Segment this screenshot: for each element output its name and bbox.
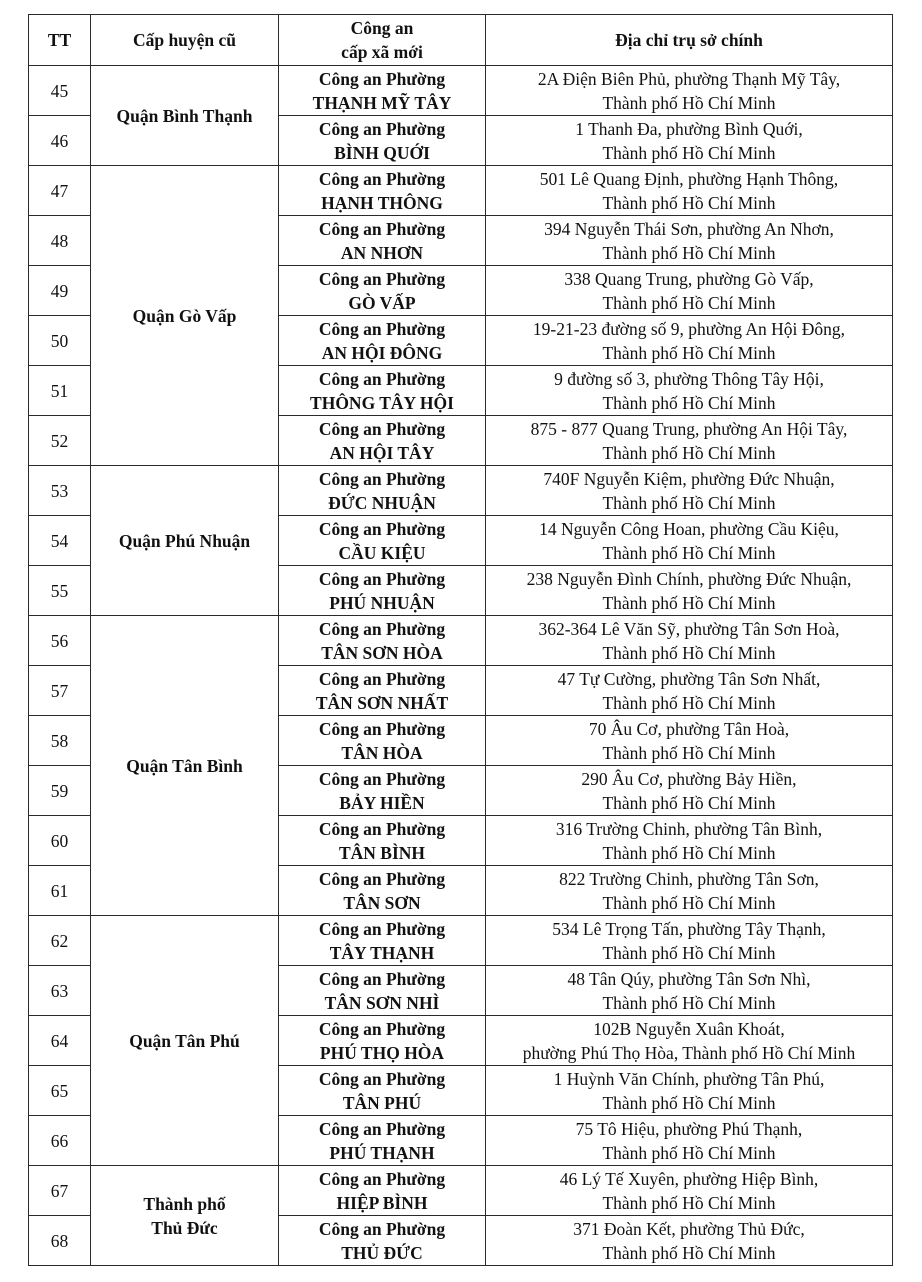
address-cell	[486, 216, 893, 266]
ward-name: CẦU KIỆU	[338, 542, 426, 563]
address-cell	[486, 466, 893, 516]
police-unit-prefix: Công an Phường	[318, 718, 446, 739]
police-unit-cell	[279, 1016, 486, 1066]
ward-name: PHÚ THẠNH	[329, 1142, 435, 1163]
address-line1: 2A Điện Biên Phủ, phường Thạnh Mỹ Tây,	[537, 68, 841, 89]
address-line2: Thành phố Hồ Chí Minh	[602, 792, 776, 813]
police-unit-cell	[279, 766, 486, 816]
district-name: Thành phố	[143, 1193, 226, 1214]
police-unit-cell	[279, 166, 486, 216]
police-unit-prefix: Công an Phường	[318, 418, 446, 439]
address-line1: 1 Huỳnh Văn Chính, phường Tân Phú,	[553, 1068, 825, 1089]
address-line1: 371 Đoàn Kết, phường Thủ Đức,	[573, 1218, 805, 1239]
ward-name: TÂN PHÚ	[342, 1092, 422, 1113]
ward-name: AN HỘI ĐÔNG	[321, 342, 443, 363]
district-cell	[91, 616, 279, 916]
address-line2: Thành phố Hồ Chí Minh	[602, 1242, 776, 1263]
police-unit-prefix: Công an Phường	[318, 368, 446, 389]
address-cell	[486, 766, 893, 816]
address-cell	[486, 116, 893, 166]
address-line1: 48 Tân Qúy, phường Tân Sơn Nhì,	[567, 968, 811, 989]
police-unit-cell	[279, 366, 486, 416]
address-line2: Thành phố Hồ Chí Minh	[602, 842, 776, 863]
row-number: 52	[29, 416, 91, 466]
district-name: Quận Phú Nhuận	[118, 530, 251, 551]
police-address-table	[28, 14, 893, 1266]
address-line1: 362-364 Lê Văn Sỹ, phường Tân Sơn Hoà,	[538, 618, 840, 639]
address-line2: Thành phố Hồ Chí Minh	[602, 742, 776, 763]
ward-name: PHÚ THỌ HÒA	[319, 1042, 445, 1063]
police-unit-cell	[279, 1116, 486, 1166]
address-line1: 47 Tự Cường, phường Tân Sơn Nhất,	[557, 668, 821, 689]
police-unit-prefix: Công an Phường	[318, 1168, 446, 1189]
address-cell	[486, 866, 893, 916]
header-address: Địa chỉ trụ sở chính	[486, 15, 893, 66]
ward-name: AN NHƠN	[340, 242, 424, 263]
row-number: 49	[29, 266, 91, 316]
address-line2: Thành phố Hồ Chí Minh	[602, 642, 776, 663]
row-number: 66	[29, 1116, 91, 1166]
police-unit-cell	[279, 866, 486, 916]
police-unit-prefix: Công an Phường	[318, 618, 446, 639]
header-unit-line1: Công an	[350, 18, 414, 38]
table-row	[29, 1166, 893, 1216]
address-cell	[486, 616, 893, 666]
ward-name: THÔNG TÂY HỘI	[310, 392, 454, 413]
address-line2: Thành phố Hồ Chí Minh	[602, 92, 776, 113]
ward-name: TÂN SƠN HÒA	[321, 642, 443, 663]
police-unit-cell	[279, 816, 486, 866]
police-unit-prefix: Công an Phường	[318, 118, 446, 139]
row-number: 45	[29, 66, 91, 116]
address-line2: Thành phố Hồ Chí Minh	[602, 942, 776, 963]
police-unit-cell	[279, 566, 486, 616]
police-unit-cell	[279, 1066, 486, 1116]
header-district: Cấp huyện cũ	[91, 15, 279, 66]
address-line1: 534 Lê Trọng Tấn, phường Tây Thạnh,	[552, 918, 826, 939]
police-unit-cell	[279, 266, 486, 316]
row-number: 50	[29, 316, 91, 366]
ward-name: BÌNH QUỚI	[334, 142, 430, 163]
address-line1: 290 Âu Cơ, phường Bảy Hiền,	[581, 768, 797, 789]
ward-name: HIỆP BÌNH	[336, 1192, 428, 1213]
address-line1: 822 Trường Chinh, phường Tân Sơn,	[559, 868, 819, 889]
table-body	[29, 66, 893, 1266]
row-number: 62	[29, 916, 91, 966]
address-line1: 46 Lý Tế Xuyên, phường Hiệp Bình,	[559, 1168, 819, 1189]
address-cell	[486, 1066, 893, 1116]
ward-name: TÂN HÒA	[341, 742, 423, 763]
address-line2: Thành phố Hồ Chí Minh	[602, 392, 776, 413]
police-unit-cell	[279, 616, 486, 666]
police-unit-cell	[279, 916, 486, 966]
address-line1: 501 Lê Quang Định, phường Hạnh Thông,	[539, 168, 839, 189]
address-cell	[486, 1116, 893, 1166]
ward-name: HẠNH THÔNG	[321, 192, 443, 213]
address-cell	[486, 966, 893, 1016]
ward-name: ĐỨC NHUẬN	[328, 492, 436, 513]
police-unit-prefix: Công an Phường	[318, 218, 446, 239]
row-number: 60	[29, 816, 91, 866]
header-row	[29, 15, 893, 66]
address-line2: Thành phố Hồ Chí Minh	[602, 492, 776, 513]
police-unit-prefix: Công an Phường	[318, 1018, 446, 1039]
ward-name: BẢY HIỀN	[339, 792, 425, 813]
row-number: 67	[29, 1166, 91, 1216]
address-cell	[486, 1166, 893, 1216]
address-line1: 14 Nguyễn Công Hoan, phường Cầu Kiệu,	[539, 518, 839, 539]
address-line2: Thành phố Hồ Chí Minh	[602, 542, 776, 563]
ward-name: TÂY THẠNH	[329, 942, 435, 963]
police-unit-cell	[279, 716, 486, 766]
address-line1: 238 Nguyễn Đình Chính, phường Đức Nhuận,	[526, 568, 852, 589]
district-name-line2: Thủ Đức	[151, 1217, 218, 1238]
address-cell	[486, 1216, 893, 1266]
address-cell	[486, 366, 893, 416]
address-line1: 740F Nguyễn Kiệm, phường Đức Nhuận,	[543, 468, 835, 489]
police-unit-cell	[279, 416, 486, 466]
police-unit-prefix: Công an Phường	[318, 768, 446, 789]
table-header	[29, 15, 893, 66]
ward-name: TÂN SƠN NHẤT	[315, 692, 449, 713]
table-row	[29, 466, 893, 516]
district-name: Quận Bình Thạnh	[116, 105, 253, 126]
row-number: 53	[29, 466, 91, 516]
address-cell	[486, 166, 893, 216]
row-number: 57	[29, 666, 91, 716]
police-unit-prefix: Công an Phường	[318, 668, 446, 689]
row-number: 48	[29, 216, 91, 266]
address-line1: 1 Thanh Đa, phường Bình Quới,	[575, 118, 803, 139]
header-unit-line2: cấp xã mới	[341, 42, 423, 62]
ward-name: GÒ VẤP	[348, 292, 416, 313]
address-cell	[486, 916, 893, 966]
ward-name: THẠNH MỸ TÂY	[312, 92, 452, 113]
address-cell	[486, 666, 893, 716]
address-line1: 102B Nguyễn Xuân Khoát,	[593, 1018, 785, 1039]
police-unit-prefix: Công an Phường	[318, 318, 446, 339]
police-unit-prefix: Công an Phường	[318, 1118, 446, 1139]
police-unit-prefix: Công an Phường	[318, 268, 446, 289]
district-cell	[91, 66, 279, 166]
police-unit-cell	[279, 966, 486, 1016]
ward-name: TÂN SƠN NHÌ	[324, 992, 440, 1013]
table-row	[29, 166, 893, 216]
address-cell	[486, 566, 893, 616]
police-unit-cell	[279, 516, 486, 566]
ward-name: PHÚ NHUẬN	[329, 592, 435, 613]
address-line1: 394 Nguyễn Thái Sơn, phường An Nhơn,	[544, 218, 834, 239]
address-line2: phường Phú Thọ Hòa, Thành phố Hồ Chí Minh	[522, 1042, 856, 1063]
district-name: Quận Tân Bình	[126, 755, 243, 776]
row-number: 46	[29, 116, 91, 166]
district-name: Quận Tân Phú	[129, 1030, 240, 1051]
row-number: 68	[29, 1216, 91, 1266]
address-line2: Thành phố Hồ Chí Minh	[602, 342, 776, 363]
address-line2: Thành phố Hồ Chí Minh	[602, 142, 776, 163]
row-number: 59	[29, 766, 91, 816]
address-cell	[486, 716, 893, 766]
header-unit	[279, 15, 486, 66]
address-line2: Thành phố Hồ Chí Minh	[602, 292, 776, 313]
police-unit-prefix: Công an Phường	[318, 1218, 446, 1239]
police-unit-cell	[279, 666, 486, 716]
police-unit-prefix: Công an Phường	[318, 568, 446, 589]
address-line1: 9 đường số 3, phường Thông Tây Hội,	[554, 368, 824, 389]
row-number: 55	[29, 566, 91, 616]
address-line2: Thành phố Hồ Chí Minh	[602, 192, 776, 213]
address-line1: 316 Trường Chinh, phường Tân Bình,	[555, 818, 823, 839]
address-cell	[486, 1016, 893, 1066]
row-number: 54	[29, 516, 91, 566]
police-unit-prefix: Công an Phường	[318, 468, 446, 489]
address-line2: Thành phố Hồ Chí Minh	[602, 892, 776, 913]
row-number: 63	[29, 966, 91, 1016]
table-row	[29, 66, 893, 116]
address-line1: 875 - 877 Quang Trung, phường An Hội Tây,	[530, 418, 848, 439]
address-cell	[486, 316, 893, 366]
address-line1: 19-21-23 đường số 9, phường An Hội Đông,	[532, 318, 846, 339]
ward-name: TÂN SƠN	[343, 892, 421, 913]
row-number: 58	[29, 716, 91, 766]
address-line2: Thành phố Hồ Chí Minh	[602, 242, 776, 263]
row-number: 56	[29, 616, 91, 666]
address-cell	[486, 516, 893, 566]
police-unit-prefix: Công an Phường	[318, 518, 446, 539]
address-cell	[486, 66, 893, 116]
address-line1: 70 Âu Cơ, phường Tân Hoà,	[588, 718, 790, 739]
police-unit-cell	[279, 1166, 486, 1216]
row-number: 51	[29, 366, 91, 416]
police-unit-prefix: Công an Phường	[318, 1068, 446, 1089]
address-line2: Thành phố Hồ Chí Minh	[602, 442, 776, 463]
district-cell	[91, 166, 279, 466]
police-unit-prefix: Công an Phường	[318, 68, 446, 89]
table-row	[29, 616, 893, 666]
ward-name: THỦ ĐỨC	[341, 1242, 423, 1263]
address-cell	[486, 816, 893, 866]
address-line1: 75 Tô Hiệu, phường Phú Thạnh,	[575, 1118, 803, 1139]
police-unit-cell	[279, 466, 486, 516]
district-cell	[91, 1166, 279, 1266]
police-unit-prefix: Công an Phường	[318, 868, 446, 889]
police-unit-cell	[279, 216, 486, 266]
row-number: 47	[29, 166, 91, 216]
police-unit-cell	[279, 316, 486, 366]
address-line1: 338 Quang Trung, phường Gò Vấp,	[564, 268, 814, 289]
table-row	[29, 916, 893, 966]
police-unit-prefix: Công an Phường	[318, 918, 446, 939]
row-number: 65	[29, 1066, 91, 1116]
police-unit-cell	[279, 1216, 486, 1266]
address-cell	[486, 266, 893, 316]
police-unit-prefix: Công an Phường	[318, 968, 446, 989]
district-cell	[91, 466, 279, 616]
police-unit-cell	[279, 66, 486, 116]
police-unit-prefix: Công an Phường	[318, 818, 446, 839]
police-unit-prefix: Công an Phường	[318, 168, 446, 189]
address-line2: Thành phố Hồ Chí Minh	[602, 992, 776, 1013]
district-name: Quận Gò Vấp	[132, 305, 237, 326]
address-line2: Thành phố Hồ Chí Minh	[602, 592, 776, 613]
police-unit-cell	[279, 116, 486, 166]
address-line2: Thành phố Hồ Chí Minh	[602, 692, 776, 713]
ward-name: AN HỘI TÂY	[329, 442, 435, 463]
ward-name: TÂN BÌNH	[338, 842, 426, 863]
row-number: 61	[29, 866, 91, 916]
address-line2: Thành phố Hồ Chí Minh	[602, 1142, 776, 1163]
address-line2: Thành phố Hồ Chí Minh	[602, 1192, 776, 1213]
address-cell	[486, 416, 893, 466]
district-cell	[91, 916, 279, 1166]
address-line2: Thành phố Hồ Chí Minh	[602, 1092, 776, 1113]
row-number: 64	[29, 1016, 91, 1066]
header-tt: TT	[29, 15, 91, 66]
